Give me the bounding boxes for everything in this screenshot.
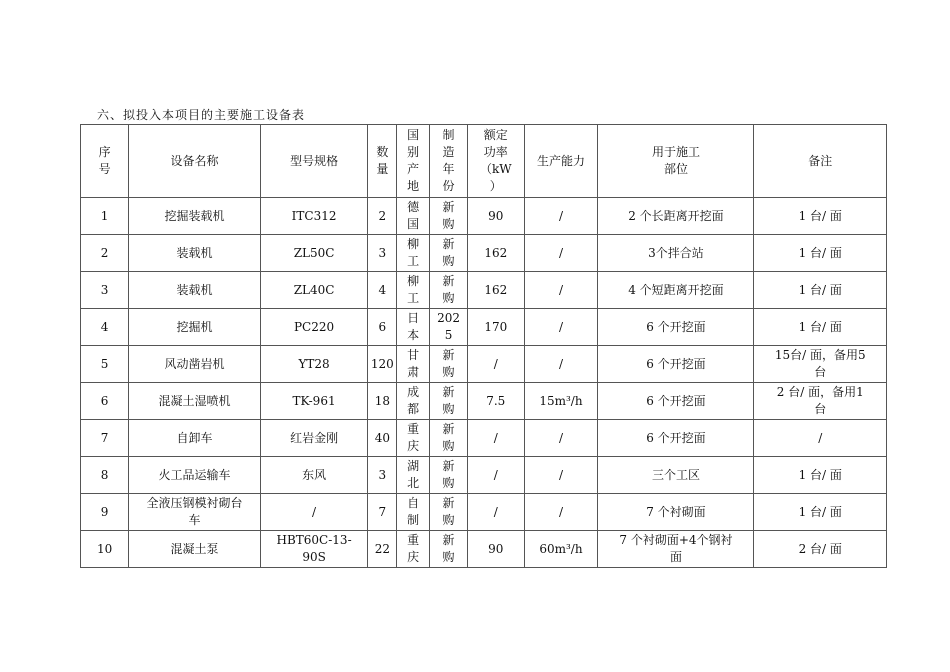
cell-power: 162 bbox=[468, 235, 524, 272]
cell-qty: 120 bbox=[368, 346, 397, 383]
cell-seq: 3 bbox=[81, 272, 129, 309]
table-row bbox=[81, 346, 887, 383]
cell-capacity: / bbox=[524, 272, 598, 309]
cell-remark: 1 台/ 面 bbox=[754, 309, 887, 346]
cell-power: / bbox=[468, 494, 524, 531]
cell-remark: 15台/ 面，备用5 台 bbox=[754, 346, 887, 383]
cell-year: 新 购 bbox=[430, 346, 468, 383]
cell-usage: 4 个短距离开挖面 bbox=[598, 272, 754, 309]
cell-origin: 日 本 bbox=[397, 309, 430, 346]
cell-power: / bbox=[468, 346, 524, 383]
header-remark: 备注 bbox=[754, 125, 887, 198]
cell-origin: 柳 工 bbox=[397, 272, 430, 309]
table-row bbox=[81, 309, 887, 346]
cell-model: ZL40C bbox=[260, 272, 368, 309]
cell-qty: 2 bbox=[368, 198, 397, 235]
header-seq: 序 号 bbox=[81, 125, 129, 198]
table-row bbox=[81, 383, 887, 420]
cell-power: / bbox=[468, 420, 524, 457]
cell-origin: 成 都 bbox=[397, 383, 430, 420]
cell-model: ITC312 bbox=[260, 198, 368, 235]
cell-seq: 9 bbox=[81, 494, 129, 531]
cell-origin: 自 制 bbox=[397, 494, 430, 531]
cell-usage: 6 个开挖面 bbox=[598, 346, 754, 383]
cell-usage: 6 个开挖面 bbox=[598, 383, 754, 420]
cell-model: PC220 bbox=[260, 309, 368, 346]
cell-name: 装载机 bbox=[129, 272, 260, 309]
cell-qty: 18 bbox=[368, 383, 397, 420]
cell-year: 新 购 bbox=[430, 531, 468, 568]
cell-seq: 2 bbox=[81, 235, 129, 272]
equipment-table bbox=[80, 124, 887, 568]
cell-model: / bbox=[260, 494, 368, 531]
cell-year: 新 购 bbox=[430, 235, 468, 272]
cell-year: 新 购 bbox=[430, 494, 468, 531]
cell-year: 新 购 bbox=[430, 457, 468, 494]
cell-seq: 5 bbox=[81, 346, 129, 383]
cell-qty: 6 bbox=[368, 309, 397, 346]
cell-model: HBT60C-13- 90S bbox=[260, 531, 368, 568]
table-row bbox=[81, 272, 887, 309]
header-origin: 国 别 产 地 bbox=[397, 125, 430, 198]
cell-name: 混凝土泵 bbox=[129, 531, 260, 568]
cell-origin: 德 国 bbox=[397, 198, 430, 235]
cell-usage: 三个工区 bbox=[598, 457, 754, 494]
cell-model: YT28 bbox=[260, 346, 368, 383]
cell-qty: 3 bbox=[368, 457, 397, 494]
cell-name: 风动凿岩机 bbox=[129, 346, 260, 383]
cell-power: / bbox=[468, 457, 524, 494]
header-power: 额定 功率 （kW ） bbox=[468, 125, 524, 198]
cell-usage: 6 个开挖面 bbox=[598, 309, 754, 346]
cell-seq: 4 bbox=[81, 309, 129, 346]
header-qty: 数 量 bbox=[368, 125, 397, 198]
cell-seq: 6 bbox=[81, 383, 129, 420]
cell-capacity: / bbox=[524, 494, 598, 531]
cell-capacity: 15m³/h bbox=[524, 383, 598, 420]
cell-name: 全液压钢模衬砌台 车 bbox=[129, 494, 260, 531]
cell-capacity: / bbox=[524, 346, 598, 383]
cell-seq: 8 bbox=[81, 457, 129, 494]
cell-remark: 1 台/ 面 bbox=[754, 235, 887, 272]
cell-qty: 3 bbox=[368, 235, 397, 272]
cell-usage: 6 个开挖面 bbox=[598, 420, 754, 457]
cell-name: 挖掘装载机 bbox=[129, 198, 260, 235]
cell-power: 90 bbox=[468, 531, 524, 568]
cell-usage: 2 个长距离开挖面 bbox=[598, 198, 754, 235]
cell-origin: 重 庆 bbox=[397, 420, 430, 457]
cell-remark: 2 台/ 面，备用1 台 bbox=[754, 383, 887, 420]
cell-remark: / bbox=[754, 420, 887, 457]
cell-model: 红岩金刚 bbox=[260, 420, 368, 457]
cell-capacity: / bbox=[524, 235, 598, 272]
cell-name: 火工品运输车 bbox=[129, 457, 260, 494]
cell-remark: 2 台/ 面 bbox=[754, 531, 887, 568]
cell-model: 东风 bbox=[260, 457, 368, 494]
cell-year: 202 5 bbox=[430, 309, 468, 346]
cell-year: 新 购 bbox=[430, 420, 468, 457]
table-row bbox=[81, 420, 887, 457]
header-capacity: 生产能力 bbox=[524, 125, 598, 198]
cell-power: 7.5 bbox=[468, 383, 524, 420]
cell-name: 混凝土湿喷机 bbox=[129, 383, 260, 420]
cell-usage: 7 个衬砌面 bbox=[598, 494, 754, 531]
cell-capacity: / bbox=[524, 420, 598, 457]
table-row bbox=[81, 457, 887, 494]
cell-year: 新 购 bbox=[430, 383, 468, 420]
cell-model: ZL50C bbox=[260, 235, 368, 272]
cell-power: 90 bbox=[468, 198, 524, 235]
cell-remark: 1 台/ 面 bbox=[754, 494, 887, 531]
cell-remark: 1 台/ 面 bbox=[754, 457, 887, 494]
cell-seq: 7 bbox=[81, 420, 129, 457]
cell-qty: 22 bbox=[368, 531, 397, 568]
cell-name: 装载机 bbox=[129, 235, 260, 272]
document-title: 六、拟投入本项目的主要施工设备表 bbox=[97, 108, 306, 122]
table-row bbox=[81, 531, 887, 568]
cell-origin: 甘 肃 bbox=[397, 346, 430, 383]
cell-origin: 柳 工 bbox=[397, 235, 430, 272]
header-name: 设备名称 bbox=[129, 125, 260, 198]
cell-year: 新 购 bbox=[430, 198, 468, 235]
table-row bbox=[81, 235, 887, 272]
table-row bbox=[81, 198, 887, 235]
cell-origin: 重 庆 bbox=[397, 531, 430, 568]
cell-capacity: / bbox=[524, 457, 598, 494]
cell-usage: 3个拌合站 bbox=[598, 235, 754, 272]
cell-capacity: / bbox=[524, 198, 598, 235]
header-usage: 用于施工 部位 bbox=[598, 125, 754, 198]
cell-remark: 1 台/ 面 bbox=[754, 198, 887, 235]
cell-qty: 4 bbox=[368, 272, 397, 309]
cell-power: 162 bbox=[468, 272, 524, 309]
table-header-row bbox=[81, 125, 887, 198]
cell-origin: 湖 北 bbox=[397, 457, 430, 494]
cell-year: 新 购 bbox=[430, 272, 468, 309]
cell-power: 170 bbox=[468, 309, 524, 346]
cell-remark: 1 台/ 面 bbox=[754, 272, 887, 309]
cell-seq: 10 bbox=[81, 531, 129, 568]
cell-qty: 40 bbox=[368, 420, 397, 457]
cell-name: 挖掘机 bbox=[129, 309, 260, 346]
cell-qty: 7 bbox=[368, 494, 397, 531]
header-model: 型号规格 bbox=[260, 125, 368, 198]
cell-name: 自卸车 bbox=[129, 420, 260, 457]
cell-capacity: / bbox=[524, 309, 598, 346]
cell-model: TK-961 bbox=[260, 383, 368, 420]
cell-usage: 7 个衬砌面+4个钢衬 面 bbox=[598, 531, 754, 568]
header-year: 制 造 年 份 bbox=[430, 125, 468, 198]
table-row bbox=[81, 494, 887, 531]
cell-seq: 1 bbox=[81, 198, 129, 235]
cell-capacity: 60m³/h bbox=[524, 531, 598, 568]
